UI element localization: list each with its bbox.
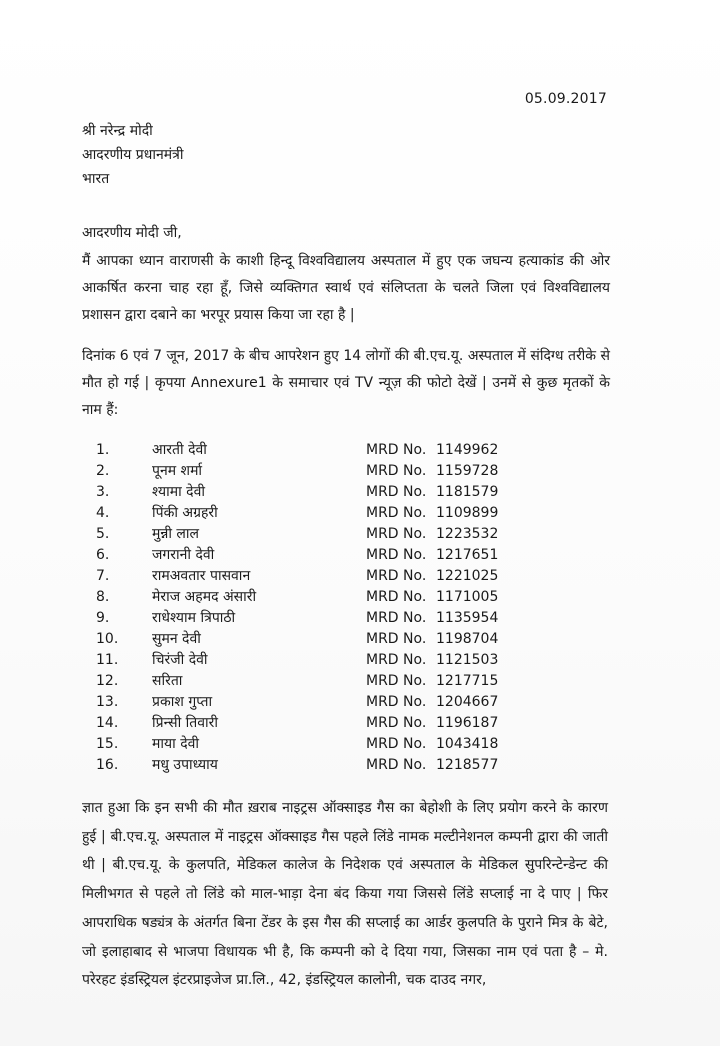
recipient-name: श्री नरेन्द्र मोदी <box>82 123 153 139</box>
mrd-number: 1159728 <box>436 463 499 479</box>
mrd-label: MRD No. <box>366 484 427 500</box>
patient-name: सुमन देवी <box>152 631 201 647</box>
recipient-title: आदरणीय प्रधानमंत्री <box>82 147 184 163</box>
patient-name: सरिता <box>152 673 183 689</box>
mrd-label: MRD No. <box>366 547 427 563</box>
patient-number: 8. <box>96 589 110 605</box>
patient-row <box>96 566 516 587</box>
patient-number: 13. <box>96 694 119 710</box>
mrd-number: 1221025 <box>436 568 499 584</box>
mrd-label: MRD No. <box>366 568 427 584</box>
patient-number: 7. <box>96 568 110 584</box>
mrd-label: MRD No. <box>366 694 427 710</box>
letter-date: 05.09.2017 <box>524 91 607 107</box>
patient-row <box>96 482 516 503</box>
patient-list <box>96 440 516 776</box>
details-paragraph: ज्ञात हुआ कि इन सभी की मौत ख़राब नाइट्रस ऑक्साइड गैस का बेहोशी के लिए प्रयोग करने के कारण हुई | बी.एच.यू. अस्पताल में नाइट्रस ऑक्साइड गैस पहले लिंडे नामक मल्टीनेशनल कम्पनी द्वारा की जाती थी | बी.एच.यू. के कुलपति, मेडिकल कालेज के निदेशक एवं अस्पताल के मेडिकल सुपरिन्टेन्डेन्ट की मिलीभगत से पहले तो लिंडे को माल-भाड़ा देना बंद किया गया जिससे लिंडे सप्लाई ना दे पाए | फिर आपराधिक षड्यंत्र के अंतर्गत बिना टेंडर के इस गैस की सप्लाई का आर्डर कुलपति के पुराने मित्र के बेटे, जो इलाहाबाद से भाजपा विधायक भी है, कि कम्पनी को दे दिया गया, जिसका नाम एवं पता है – मे. परेरहट इंडस्ट्रियल इंटरप्राइजेज प्रा.लि., 42, इंडस्ट्रियल कालोनी, चक दाउद नगर, <box>82 800 608 989</box>
patient-row <box>96 692 516 713</box>
patient-name: श्यामा देवी <box>152 484 205 500</box>
patient-number: 1. <box>96 442 110 458</box>
patient-name: मधु उपाध्याय <box>152 757 218 773</box>
mrd-label: MRD No. <box>366 652 427 668</box>
mrd-number: 1204667 <box>436 694 499 710</box>
mrd-number: 1043418 <box>436 736 499 752</box>
patient-name: मेराज अहमद अंसारी <box>152 589 257 605</box>
patient-number: 15. <box>96 736 119 752</box>
mrd-number: 1196187 <box>436 715 499 731</box>
recipient-block <box>82 119 183 191</box>
patient-row <box>96 503 516 524</box>
patient-number: 9. <box>96 610 110 626</box>
patient-name: आरती देवी <box>152 442 207 458</box>
mrd-number: 1121503 <box>436 652 499 668</box>
mrd-number: 1135954 <box>436 610 499 626</box>
patient-row <box>96 650 516 671</box>
mrd-label: MRD No. <box>366 610 427 626</box>
patient-number: 14. <box>96 715 119 731</box>
patient-row <box>96 629 516 650</box>
mrd-label: MRD No. <box>366 442 427 458</box>
patient-row <box>96 545 516 566</box>
mrd-number: 1181579 <box>436 484 499 500</box>
mrd-number: 1218577 <box>436 757 499 773</box>
mrd-label: MRD No. <box>366 757 427 773</box>
patient-number: 3. <box>96 484 110 500</box>
mrd-label: MRD No. <box>366 715 427 731</box>
patient-number: 5. <box>96 526 110 542</box>
patient-number: 2. <box>96 463 110 479</box>
patient-number: 12. <box>96 673 119 689</box>
patient-name: चिरंजी देवी <box>152 652 208 668</box>
patient-row <box>96 587 516 608</box>
patient-number: 10. <box>96 631 119 647</box>
patient-row <box>96 755 516 776</box>
mrd-number: 1171005 <box>436 589 499 605</box>
patient-row <box>96 608 516 629</box>
patient-row <box>96 461 516 482</box>
patient-row <box>96 713 516 734</box>
intro-paragraph: मैं आपका ध्यान वाराणसी के काशी हिन्दू विश्वविद्यालय अस्पताल में हुए एक जघन्य हत्याकांड की ओर आकर्षित करना चाह रहा हूँ, जिसे व्यक्तिगत स्वार्थ एवं संलिप्तता के चलते जिला एवं विश्वविद्यालय प्रशासन द्वारा दबाने का भरपूर प्रयास किया जा रहा है | <box>82 253 610 323</box>
mrd-number: 1223532 <box>436 526 499 542</box>
patient-row <box>96 734 516 755</box>
patient-number: 16. <box>96 757 119 773</box>
patient-number: 4. <box>96 505 110 521</box>
patient-name: पूनम शर्मा <box>152 463 203 479</box>
patient-name: माया देवी <box>152 736 200 752</box>
mrd-label: MRD No. <box>366 736 427 752</box>
patient-row <box>96 524 516 545</box>
recipient-country: भारत <box>82 171 110 187</box>
patient-name: मुन्नी लाल <box>152 526 200 542</box>
patient-name: प्रिन्सी तिवारी <box>152 715 219 731</box>
salutation: आदरणीय मोदी जी, <box>82 225 182 241</box>
patient-name: राधेश्याम त्रिपाठी <box>152 610 236 626</box>
mrd-label: MRD No. <box>366 505 427 521</box>
mrd-label: MRD No. <box>366 631 427 647</box>
mrd-number: 1198704 <box>436 631 499 647</box>
mrd-number: 1149962 <box>436 442 499 458</box>
patient-name: प्रकाश गुप्ता <box>152 694 213 710</box>
patient-number: 6. <box>96 547 110 563</box>
patient-number: 11. <box>96 652 119 668</box>
patient-name: रामअवतार पासवान <box>152 568 251 584</box>
mrd-number: 1109899 <box>436 505 499 521</box>
patient-name: पिंकी अग्रहरी <box>152 505 218 521</box>
mrd-label: MRD No. <box>366 526 427 542</box>
deaths-paragraph: दिनांक 6 एवं 7 जून, 2017 के बीच आपरेशन हुए 14 लोगों की बी.एच.यू. अस्पताल में संदिग्ध तरीके से मौत हो गई | कृपया Annexure1 के समाचार एवं TV न्यूज़ की फोटो देखें | उनमें से कुछ मृतकों के नाम हैं: <box>82 348 610 418</box>
mrd-label: MRD No. <box>366 463 427 479</box>
mrd-number: 1217715 <box>436 673 499 689</box>
mrd-label: MRD No. <box>366 673 427 689</box>
patient-row <box>96 440 516 461</box>
patient-name: जगरानी देवी <box>152 547 215 563</box>
mrd-number: 1217651 <box>436 547 499 563</box>
mrd-label: MRD No. <box>366 589 427 605</box>
patient-row <box>96 671 516 692</box>
